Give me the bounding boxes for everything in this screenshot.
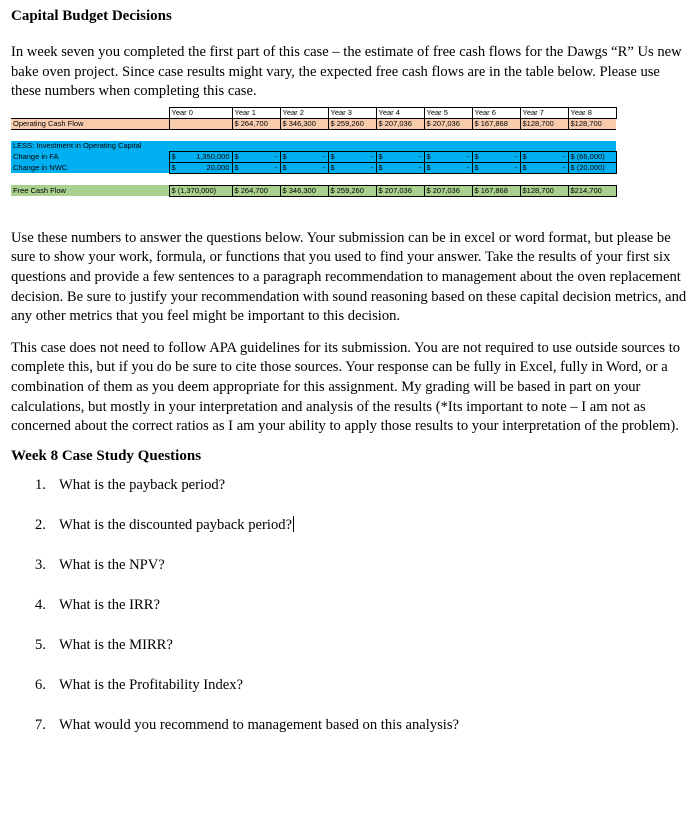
instructions-paragraph: Use these numbers to answer the questions below. Your submission can be in excel or word format, but please be sure to show your work, formula, or functions that you used to find your answer. Take the results of your first six questions and provide a few sentences to a paragraph recommendation to management about the oven replacement decision. Be sure to justify your recommendation with sound reasoning based on these capital decision metrics, and any other metrics that you feel might be important to this decision. — [11, 229, 687, 325]
table-cell: $214,700 — [568, 185, 616, 196]
table-cell: $ - — [232, 151, 280, 162]
document-title: Capital Budget Decisions — [11, 8, 172, 24]
questions-heading: Week 8 Case Study Questions — [11, 447, 202, 464]
cash-flow-table — [11, 107, 687, 215]
header-year-7: Year 7 — [520, 107, 568, 118]
table-cell: $ 207,036 — [424, 185, 472, 196]
table-cell: $ - — [280, 151, 328, 162]
header-year-2: Year 2 — [280, 107, 328, 118]
table-cell: $ - — [520, 151, 568, 162]
table-cell: $ (20,000) — [568, 162, 616, 173]
table-cell: $ 346,300 — [280, 118, 328, 129]
table-cell: $ 264,700 — [232, 118, 280, 129]
table-cell: $128,700 — [520, 185, 568, 196]
table-cell: $ - — [328, 162, 376, 173]
list-item: 3. What is the NPV? — [35, 556, 165, 573]
table-cell: $128,700 — [568, 118, 616, 129]
table-cell: $ 346,300 — [280, 185, 328, 196]
table-row-free-cash-flow — [11, 185, 616, 196]
row-label: Free Cash Flow — [11, 185, 169, 196]
table-cell: $ 20,000 — [169, 162, 232, 173]
document-body — [11, 0, 687, 755]
table-row-change-nwc — [11, 162, 616, 173]
table-cell: $ (66,000) — [568, 151, 616, 162]
header-year-0: Year 0 — [169, 107, 232, 118]
list-item: 5. What is the MIRR? — [35, 636, 173, 653]
table-cell: $ 259,260 — [328, 185, 376, 196]
table-cell: $ - — [232, 162, 280, 173]
table-cell: $ - — [376, 151, 424, 162]
row-label: Operating Cash Flow — [11, 118, 169, 129]
list-item: 7. What would you recommend to management based on this analysis? — [35, 716, 460, 733]
row-label: LESS: Investment in Operating Capital — [11, 141, 169, 152]
header-year-6: Year 6 — [472, 107, 520, 118]
header-year-1: Year 1 — [232, 107, 280, 118]
text-cursor — [293, 516, 294, 532]
table-cell — [169, 118, 232, 129]
table-cell: $ 207,036 — [424, 118, 472, 129]
table-cell: $ 1,350,000 — [169, 151, 232, 162]
table-cell: $ 167,868 — [472, 185, 520, 196]
table-cell: $ 207,036 — [376, 118, 424, 129]
table-cell: $ - — [472, 162, 520, 173]
questions-list — [11, 475, 687, 755]
table-cell: $ 167,868 — [472, 118, 520, 129]
header-year-5: Year 5 — [424, 107, 472, 118]
table-row-change-fa — [11, 151, 616, 162]
table-cell: $ - — [424, 151, 472, 162]
intro-paragraph: In week seven you completed the first part of this case – the estimate of free cash flows for the Dawgs “R” Us new bake oven project. Since case results might vary, the expected free cash flows are in the table below. Please use these numbers when completing this case. — [11, 44, 682, 100]
row-label: Change in FA — [11, 151, 169, 162]
list-item[interactable]: 2. What is the discounted payback period? — [35, 516, 293, 533]
table-cell: $ 259,260 — [328, 118, 376, 129]
header-year-4: Year 4 — [376, 107, 424, 118]
list-item: 6. What is the Profitability Index? — [35, 676, 243, 693]
table-cell: $ (1,370,000) — [169, 185, 232, 196]
table-cell: $ 264,700 — [232, 185, 280, 196]
table-cell: $ - — [424, 162, 472, 173]
table-cell: $ - — [472, 151, 520, 162]
table-cell: $ - — [280, 162, 328, 173]
table-cell: $ - — [328, 151, 376, 162]
header-year-3: Year 3 — [328, 107, 376, 118]
list-item: 4. What is the IRR? — [35, 596, 160, 613]
table-cell: $ 207,036 — [376, 185, 424, 196]
table-header-row — [11, 107, 616, 118]
table-cell: $ - — [520, 162, 568, 173]
header-year-8: Year 8 — [568, 107, 616, 118]
row-label: Change in NWC — [11, 162, 169, 173]
submission-paragraph: This case does not need to follow APA guidelines for its submission. You are not required to use outside sources to complete this, but if you do be sure to cite those sources. Your response can be fully in Excel, fully in Word, or a combination of them as you deem appropriate for this assignment. My grading will be based in part on your calculations, but mostly in your interpretation and analysis of the results (*Its important to note – I am not as concerned about the correct ratios as I am your ability to apply those results to your interpretation of the problem). — [11, 339, 681, 435]
table-row-operating-cash-flow — [11, 118, 616, 129]
list-item: 1. What is the payback period? — [35, 476, 226, 493]
table-row-less-investment — [11, 141, 616, 152]
table-cell: $128,700 — [520, 118, 568, 129]
table-cell: $ - — [376, 162, 424, 173]
